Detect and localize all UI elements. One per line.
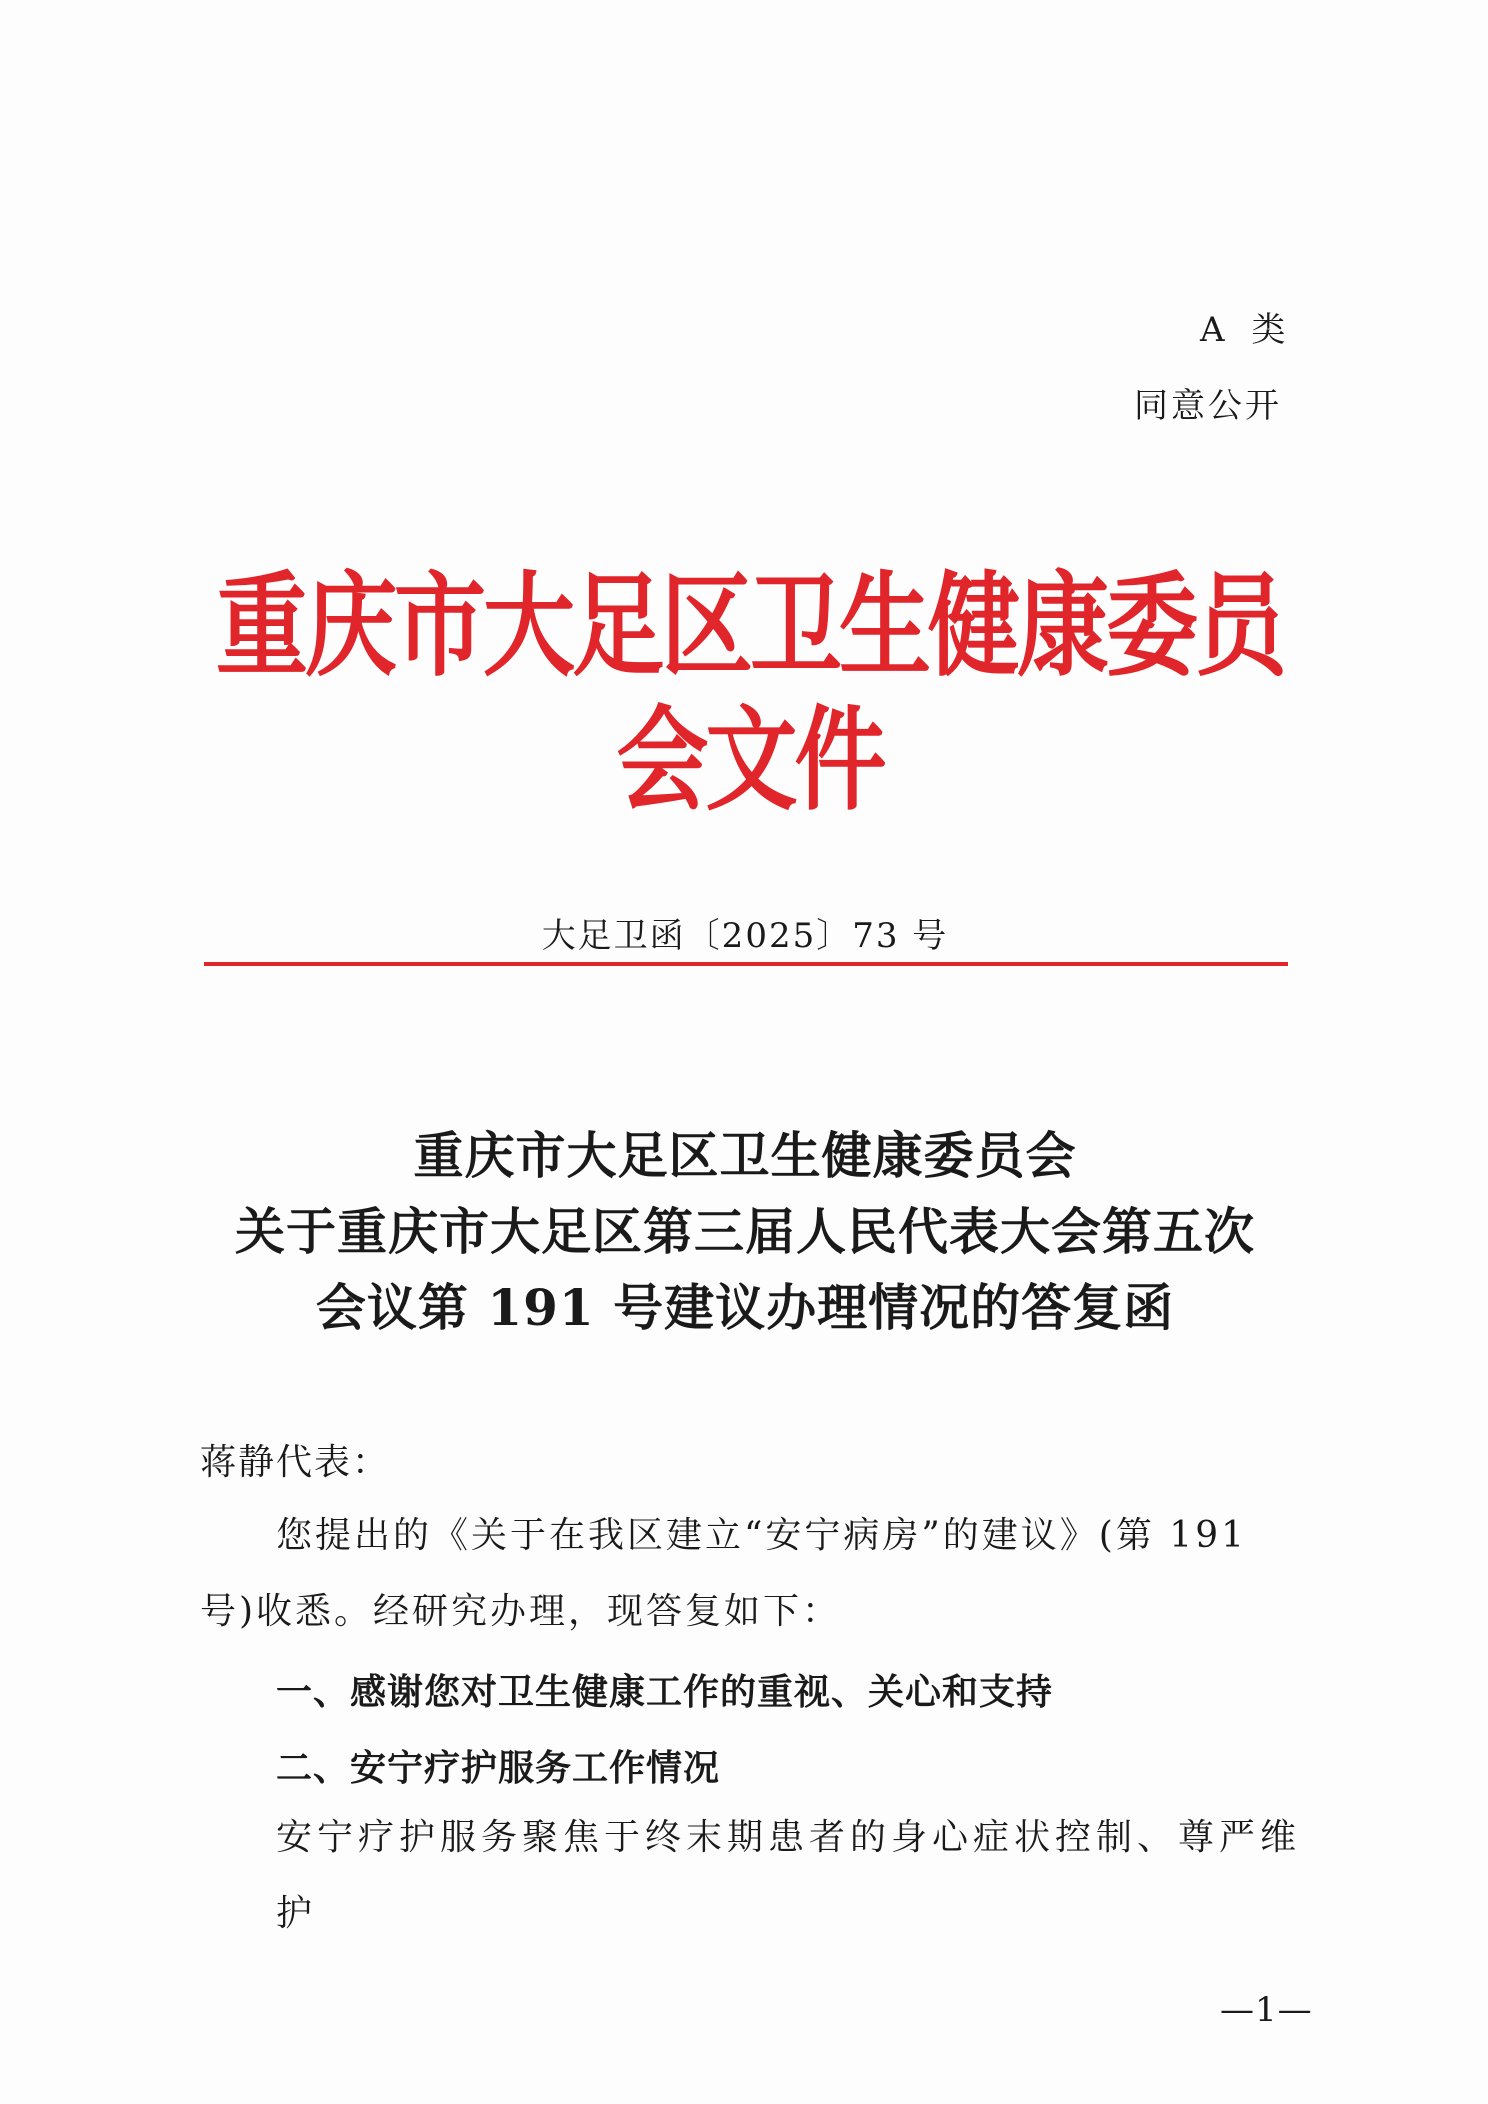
disclosure-label: 同意公开: [1134, 386, 1282, 426]
title-line-2: 关于重庆市大足区第三届人民代表大会第五次: [235, 1202, 1255, 1261]
salutation: 蒋静代表：: [200, 1442, 391, 1483]
red-divider: [204, 962, 1288, 966]
red-header-title: 重庆市大足区卫生健康委员会文件: [215, 561, 1284, 826]
document-title: [150, 1118, 1340, 1346]
document-number: 大足卫函〔2025〕73 号: [541, 916, 949, 956]
section-heading-1: 一、感谢您对卫生健康工作的重视、关心和支持: [276, 1672, 1054, 1713]
body-paragraph-2: 安宁疗护服务聚焦于终末期患者的身心症状控制、尊严维护: [276, 1817, 1302, 1934]
page-number: —1—: [1220, 1990, 1313, 2030]
title-line-3: 会议第 191 号建议办理情况的答复函: [315, 1278, 1175, 1337]
body-paragraph-1: 您提出的《关于在我区建立“安宁病房”的建议》(第 191 号)收悉。经研究办理，现答复如下：: [200, 1515, 1248, 1632]
title-line-1: 重庆市大足区卫生健康委员会: [413, 1126, 1077, 1185]
classification-label: A 类: [1200, 310, 1294, 350]
section-heading-2: 二、安宁疗护服务工作情况: [276, 1748, 721, 1789]
